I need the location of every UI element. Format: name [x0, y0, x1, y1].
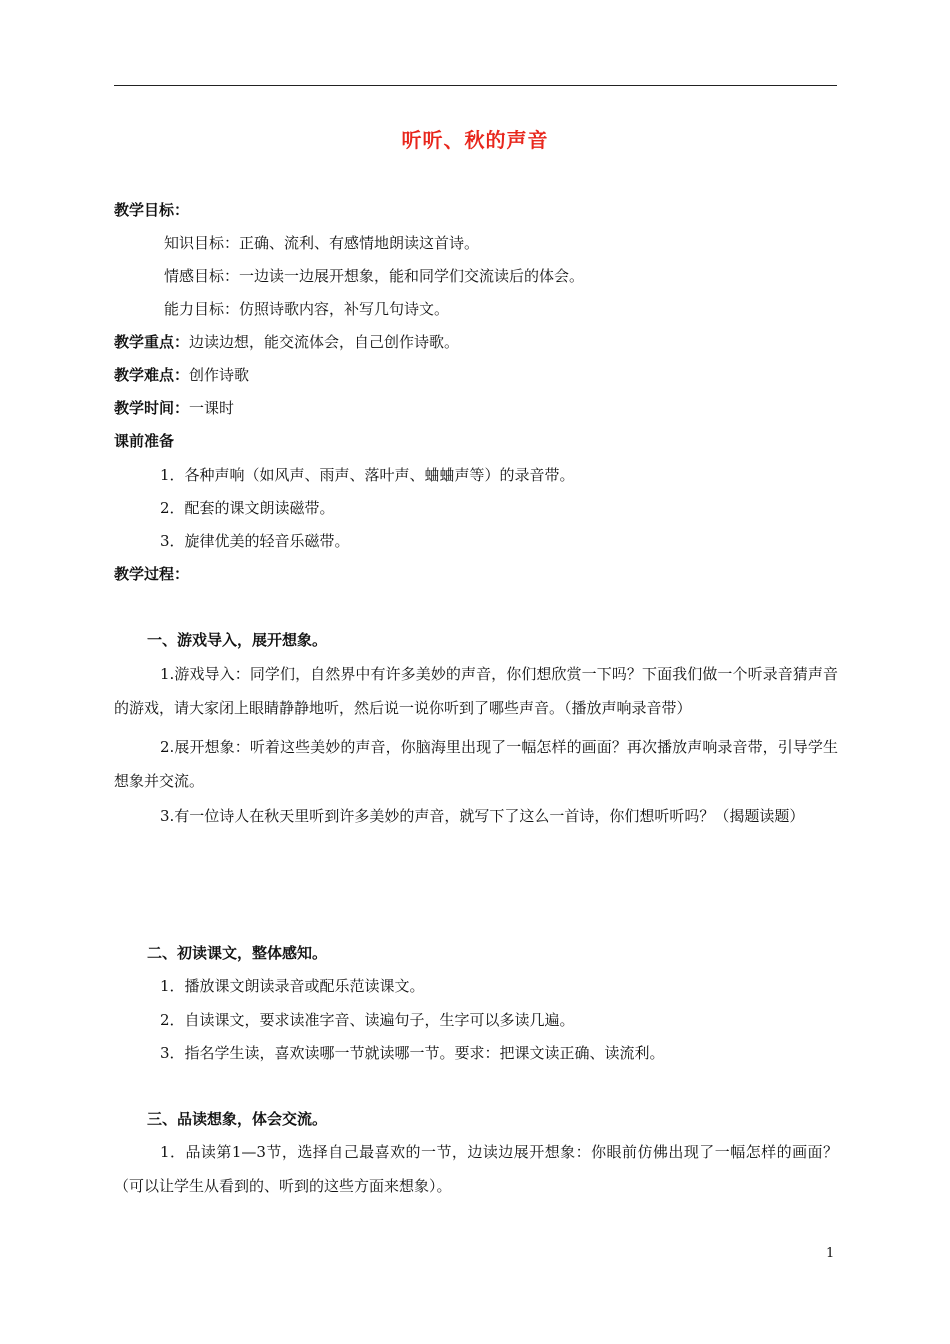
- key-point-text: 边读边想，能交流体会，自己创作诗歌。: [189, 333, 460, 351]
- process-heading: 教学过程：: [114, 565, 190, 583]
- section2-item: 2．自读课文，要求读准字音、读遍句子，生字可以多读几遍。: [160, 1011, 575, 1029]
- difficulty-label: 教学难点：: [114, 366, 190, 384]
- prep-item: 1．各种声响（如风声、雨声、落叶声、蛐蛐声等）的录音带。: [160, 466, 575, 484]
- goal-item-emotion: 情感目标：一边读一边展开想象，能和同学们交流读后的体会。: [164, 267, 585, 285]
- header-rule: [114, 85, 837, 86]
- difficulty-line: [114, 365, 249, 385]
- section2-item: 1．播放课文朗读录音或配乐范读课文。: [160, 977, 425, 995]
- key-point-line: [114, 332, 459, 352]
- section2-item: 3．指名学生读，喜欢读哪一节就读哪一节。要求：把课文读正确、读流利。: [160, 1044, 665, 1062]
- document-title: 听听、秋的声音: [401, 128, 549, 152]
- time-text: 一课时: [189, 399, 235, 417]
- time-line: [114, 398, 234, 418]
- section3-heading: 三、品读想象，体会交流。: [147, 1110, 328, 1128]
- section1-paragraph: 3.有一位诗人在秋天里听到许多美妙的声音，就写下了这么一首诗，你们想听听吗？（揭题读题）: [160, 807, 805, 825]
- prep-item: 3．旋律优美的轻音乐磁带。: [160, 532, 350, 550]
- section1-paragraph: 1.游戏导入：同学们，自然界中有许多美妙的声音，你们想欣赏一下吗？下面我们做一个听录音猜声音的游戏，请大家闭上眼睛静静地听，然后说一说你听到了哪些声音。（播放声响录音带）: [114, 665, 838, 717]
- difficulty-text: 创作诗歌: [189, 366, 250, 384]
- time-label: 教学时间：: [114, 399, 190, 417]
- key-point-label: 教学重点：: [114, 333, 190, 351]
- section2-heading: 二、初读课文，整体感知。: [147, 944, 328, 962]
- goals-heading: 教学目标：: [114, 201, 190, 219]
- goal-item-ability: 能力目标：仿照诗歌内容，补写几句诗文。: [164, 300, 450, 318]
- section3-paragraph: 1．品读第1—3节，选择自己最喜欢的一节，边读边展开想象：你眼前仿佛出现了一幅怎样的画面？（可以让学生从看到的、听到的这些方面来想象）。: [114, 1143, 838, 1195]
- section1-paragraph: 2.展开想象：听着这些美妙的声音，你脑海里出现了一幅怎样的画面？再次播放声响录音带，引导学生想象并交流。: [114, 738, 838, 790]
- prep-item: 2．配套的课文朗读磁带。: [160, 499, 335, 517]
- section1-heading: 一、游戏导入，展开想象。: [147, 631, 328, 649]
- page-number: 1: [826, 1246, 835, 1261]
- prep-heading: 课前准备: [114, 432, 175, 450]
- goal-item-knowledge: 知识目标：正确、流利、有感情地朗读这首诗。: [164, 234, 480, 252]
